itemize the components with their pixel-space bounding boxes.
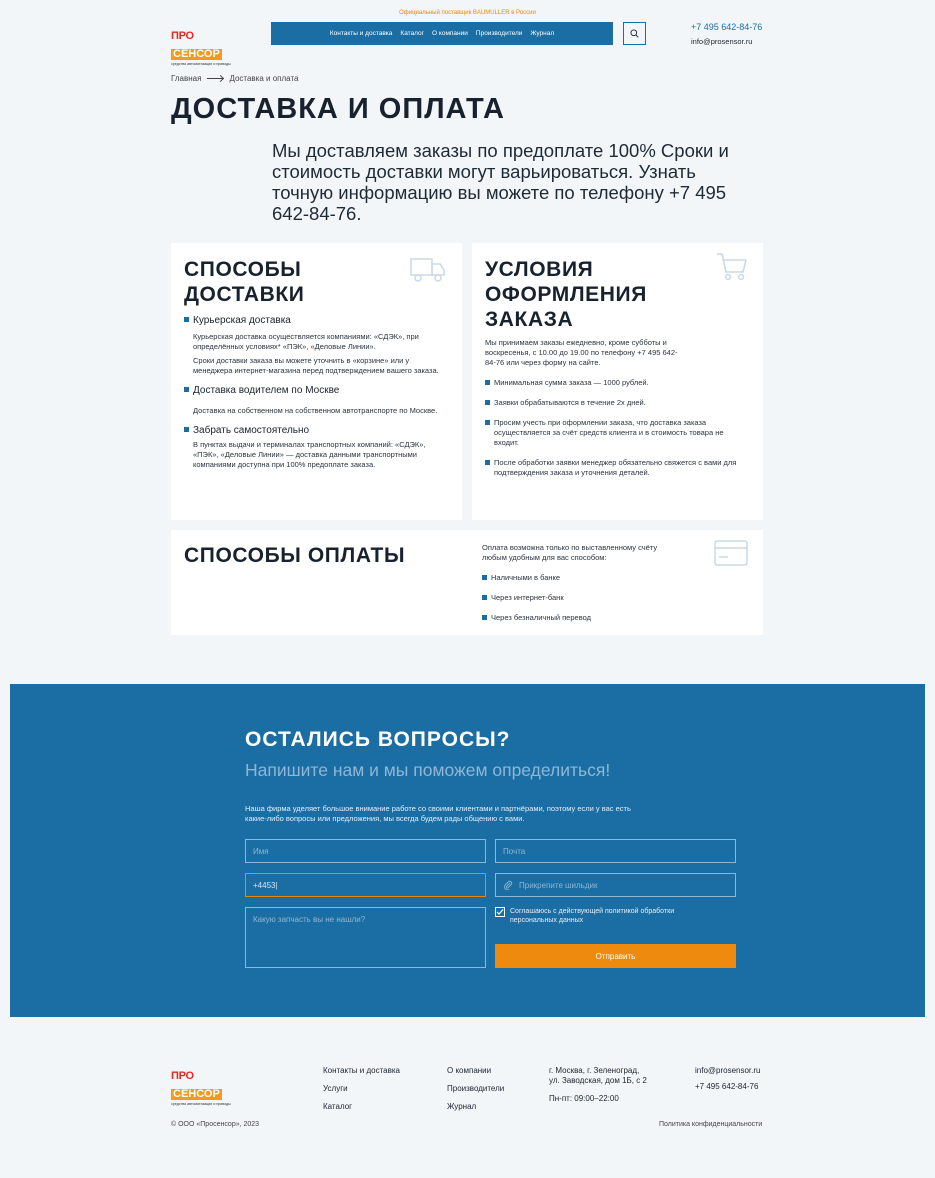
nav-item-about[interactable]: О компании: [432, 30, 468, 37]
message-field[interactable]: Какую запчасть вы не нашли?: [245, 907, 486, 968]
address-line: г. Москва, г. Зеленоград,: [549, 1066, 640, 1075]
logo-text-sensor: СЕНСОР: [173, 48, 220, 60]
payment-title: СПОСОБЫ ОПЛАТЫ: [184, 544, 406, 567]
delivery-card: [171, 243, 462, 520]
credit-card-icon: [714, 540, 748, 566]
page-title: ДОСТАВКА И ОПЛАТА: [171, 93, 505, 125]
nav-item-catalog[interactable]: Каталог: [400, 30, 425, 37]
privacy-link[interactable]: Политика конфиденциальности: [659, 1121, 763, 1128]
payment-method: Наличными в банке: [482, 573, 682, 583]
logo-tagline: средства автоматизации и приводы: [171, 1102, 231, 1106]
footer-logo[interactable]: [171, 1066, 239, 1106]
footer-link-manufacturers[interactable]: Производители: [447, 1084, 505, 1093]
nav-item-journal[interactable]: Журнал: [530, 30, 555, 37]
footer-nav-col2: [447, 1066, 504, 1112]
delivery-courier-text2: Сроки доставки заказа вы можете уточнить в «корзине» или у менеджера интернет-магазина перед подтверждением вашего заказа.: [193, 356, 439, 375]
nav-item-contacts[interactable]: Контакты и доставка: [329, 30, 393, 37]
truck-icon: [410, 257, 446, 283]
footer-link-about[interactable]: О компании: [447, 1066, 492, 1075]
order-intro: Мы принимаем заказы ежедневно, кроме субботы и воскресенья, с 10.00 до 19.00 по телефону +7 495 642-84-76 или через форму на сайте.: [485, 338, 678, 367]
working-hours: Пн-пт: 09:00–22:00: [549, 1094, 619, 1103]
order-list: [485, 378, 745, 478]
delivery-list: [184, 315, 439, 470]
footer-link-journal[interactable]: Журнал: [447, 1102, 477, 1111]
logo-tagline: средства автоматизации и приводы: [171, 62, 231, 66]
order-item: Заявки обрабатываются в течение 2х дней.: [485, 398, 745, 408]
consent-label: Соглашаюсь с действующей политикой обработки персональных данных: [510, 908, 675, 924]
breadcrumb-home[interactable]: Главная: [171, 74, 202, 83]
footer-email[interactable]: info@prosensor.ru: [695, 1066, 761, 1075]
order-title: УСЛОВИЯ ОФОРМЛЕНИЯ ЗАКАЗА: [485, 258, 647, 331]
footer-link-contacts[interactable]: Контакты и доставка: [323, 1066, 400, 1075]
delivery-courier-heading: Курьерская доставка: [184, 315, 439, 327]
logo-text-pro: ПРО: [171, 30, 194, 42]
footer-link-services[interactable]: Услуги: [323, 1084, 348, 1093]
delivery-pickup-heading: Забрать самостоятельно: [184, 425, 439, 437]
footer-address: [549, 1066, 647, 1104]
attach-placeholder: Прикрепите шильдик: [519, 880, 598, 890]
footer-phone[interactable]: +7 495 642-84-76: [695, 1082, 759, 1091]
footer-link-catalog[interactable]: Каталог: [323, 1102, 353, 1111]
contact-text: Наша фирма уделяет большое внимание работе со своими клиентами и партнёрами, поэтому если у вас есть какие-либо вопросы или предложения, мы всегда будем рады общению с вами.: [245, 804, 631, 823]
main-nav: [271, 22, 613, 45]
search-button[interactable]: [623, 22, 646, 45]
logo[interactable]: [171, 26, 239, 66]
order-item: После обработки заявки менеджер обязательно свяжется с вами для подтверждения заказа и уточнения деталей.: [485, 458, 745, 478]
arrow-right-icon: [207, 78, 223, 79]
payment-method: Через интернет-банк: [482, 593, 682, 603]
payment-intro: Оплата возможна только по выставленному счёту любым удобным для вас способом:: [482, 543, 658, 562]
search-icon: [630, 29, 639, 38]
order-item: Просим учесть при оформлении заказа, что доставка заказа осуществляется за счёт средств клиента и в стоимость товара не входит.: [485, 418, 745, 448]
intro-text: Мы доставляем заказы по предоплате 100% Сроки и стоимость доставки могут варьироваться. Узнать точную информацию вы можете по телефону +7 495 642-84-76.: [272, 140, 729, 224]
footer-nav-col1: [323, 1066, 400, 1112]
submit-button[interactable]: Отправить: [495, 944, 736, 968]
logo-text-pro: ПРО: [171, 1070, 194, 1082]
cart-icon: [716, 252, 748, 282]
order-card: [472, 243, 763, 520]
header-phone[interactable]: +7 495 642-84-76: [691, 22, 763, 32]
delivery-driver-heading: Доставка водителем по Москве: [184, 385, 439, 397]
name-field[interactable]: Имя: [245, 839, 486, 863]
email-field[interactable]: Почта: [495, 839, 736, 863]
contact-subtitle: Напишите нам и мы поможем определиться!: [245, 760, 611, 780]
payment-card: [171, 530, 763, 635]
payment-method: Через безналичный перевод: [482, 613, 682, 623]
phone-field[interactable]: +4453|: [245, 873, 486, 897]
header-email[interactable]: info@prosensor.ru: [691, 37, 753, 46]
footer-contacts: [695, 1066, 761, 1092]
order-item: Минимальная сумма заказа — 1000 рублей.: [485, 378, 745, 388]
check-icon: [496, 908, 504, 916]
breadcrumb-current: Доставка и оплата: [229, 74, 299, 83]
supplier-banner: Официальный поставщик BAUMULLER в России: [399, 10, 536, 16]
attach-field[interactable]: [495, 873, 736, 897]
consent-checkbox[interactable]: [495, 907, 505, 917]
nav-item-manufacturers[interactable]: Производители: [475, 30, 523, 37]
logo-text-sensor: СЕНСОР: [173, 1088, 220, 1100]
copyright: © ООО «Просенсор», 2023: [171, 1121, 260, 1128]
delivery-title: СПОСОБЫ ДОСТАВКИ: [184, 258, 305, 306]
delivery-driver-text: Доставка на собственном на собственном автотранспорте по Москве.: [193, 406, 438, 415]
address-line: ул. Заводская, дом 1Б, с 2: [549, 1076, 647, 1085]
delivery-courier-text1: Курьерская доставка осуществляется компаниями: «СДЭК», при определённых условиях* «ПЭК», «Деловые Линии».: [193, 332, 419, 351]
breadcrumb: [171, 74, 298, 83]
contact-title: ОСТАЛИСЬ ВОПРОСЫ?: [245, 728, 511, 751]
payment-list: [482, 573, 682, 623]
paperclip-icon: [503, 880, 513, 890]
consent-row: [495, 907, 690, 925]
delivery-pickup-text: В пунктах выдачи и терминалах транспортных компаний: «СДЭК», «ПЭК», «Деловые Линии» — доставка данными транспортными компаниями доступна при 100% предоплате заказа.: [193, 440, 426, 469]
